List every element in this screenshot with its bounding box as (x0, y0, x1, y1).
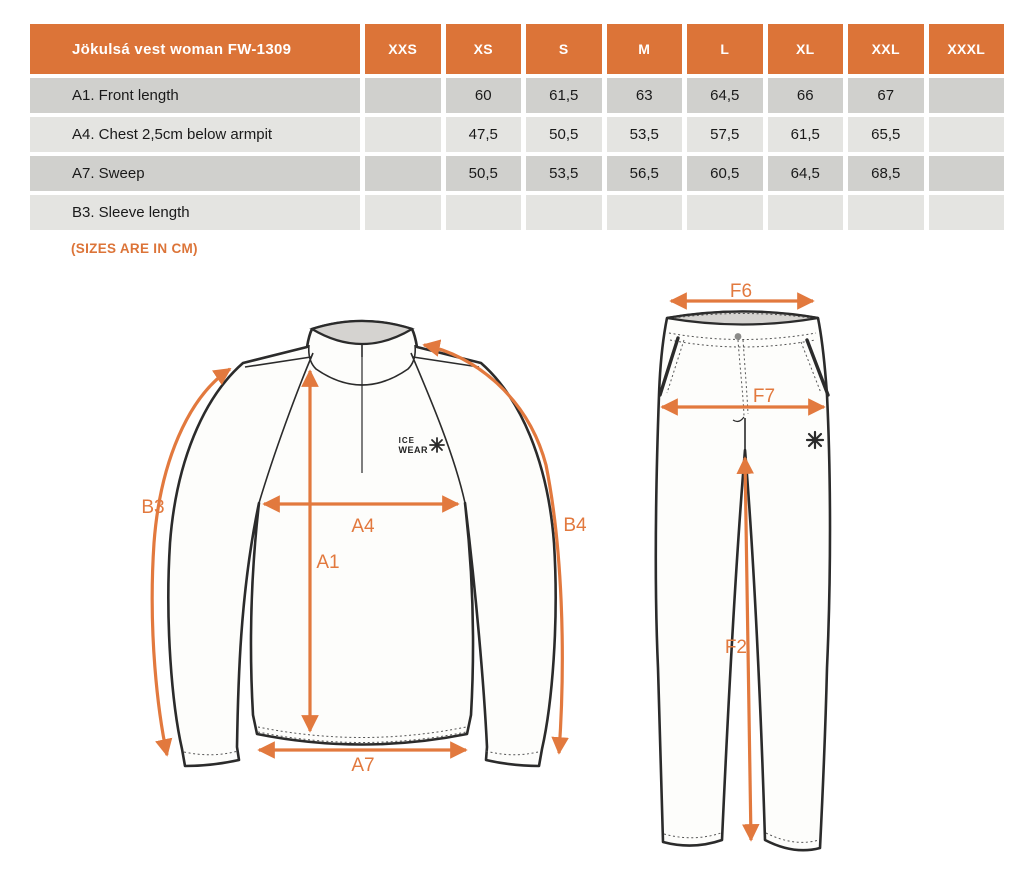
table-cell: 64,5 (768, 156, 844, 191)
label-a4: A4 (351, 516, 375, 537)
size-column-header: M (607, 24, 683, 74)
waist-button (735, 333, 742, 340)
table-cell: 61,5 (768, 117, 844, 152)
size-table (30, 24, 1004, 230)
table-cell (848, 195, 924, 230)
table-cell: 50,5 (526, 117, 602, 152)
label-b3: B3 (141, 497, 165, 518)
size-column-header: XXL (848, 24, 924, 74)
label-a7: A7 (351, 755, 375, 776)
label-f2: F2 (724, 637, 747, 658)
table-cell (365, 156, 441, 191)
size-column-header: XXS (365, 24, 441, 74)
row-label: A7. Sweep (30, 156, 360, 191)
table-cell: 50,5 (446, 156, 522, 191)
label-a1: A1 (316, 552, 340, 573)
sweater-diagram (118, 293, 623, 793)
size-column-header: L (687, 24, 763, 74)
row-label: B3. Sleeve length (30, 195, 360, 230)
table-cell (607, 195, 683, 230)
label-b4: B4 (563, 515, 587, 536)
table-product-header: Jökulsá vest woman FW-1309 (30, 24, 360, 74)
table-cell (526, 195, 602, 230)
table-cell: 66 (768, 78, 844, 113)
table-cell: 47,5 (446, 117, 522, 152)
table-cell (687, 195, 763, 230)
size-column-header: S (526, 24, 602, 74)
logo-text-ice: ICE (398, 436, 415, 445)
table-cell: 67 (848, 78, 924, 113)
table-cell (446, 195, 522, 230)
pants-diagram (618, 278, 1034, 878)
table-cell (929, 78, 1005, 113)
table-cell: 65,5 (848, 117, 924, 152)
table-cell: 68,5 (848, 156, 924, 191)
snowflake-icon (430, 438, 444, 452)
size-column-header: XS (446, 24, 522, 74)
table-cell (365, 195, 441, 230)
table-cell: 63 (607, 78, 683, 113)
table-cell: 53,5 (526, 156, 602, 191)
label-f7: F7 (752, 386, 776, 407)
row-label: A1. Front length (30, 78, 360, 113)
table-cell (929, 195, 1005, 230)
units-note: (SIZES ARE IN CM) (71, 241, 198, 256)
table-cell: 60,5 (687, 156, 763, 191)
row-label: A4. Chest 2,5cm below armpit (30, 117, 360, 152)
size-column-header: XL (768, 24, 844, 74)
table-cell (929, 117, 1005, 152)
table-cell (929, 156, 1005, 191)
table-cell: 56,5 (607, 156, 683, 191)
table-cell (768, 195, 844, 230)
table-cell: 60 (446, 78, 522, 113)
size-column-header: XXXL (929, 24, 1005, 74)
table-cell: 64,5 (687, 78, 763, 113)
table-cell: 53,5 (607, 117, 683, 152)
table-cell: 61,5 (526, 78, 602, 113)
table-cell: 57,5 (687, 117, 763, 152)
label-f6: F6 (729, 281, 753, 302)
table-cell (365, 117, 441, 152)
logo-text-wear: WEAR (398, 445, 428, 455)
snowflake-icon (807, 432, 823, 448)
table-cell (365, 78, 441, 113)
